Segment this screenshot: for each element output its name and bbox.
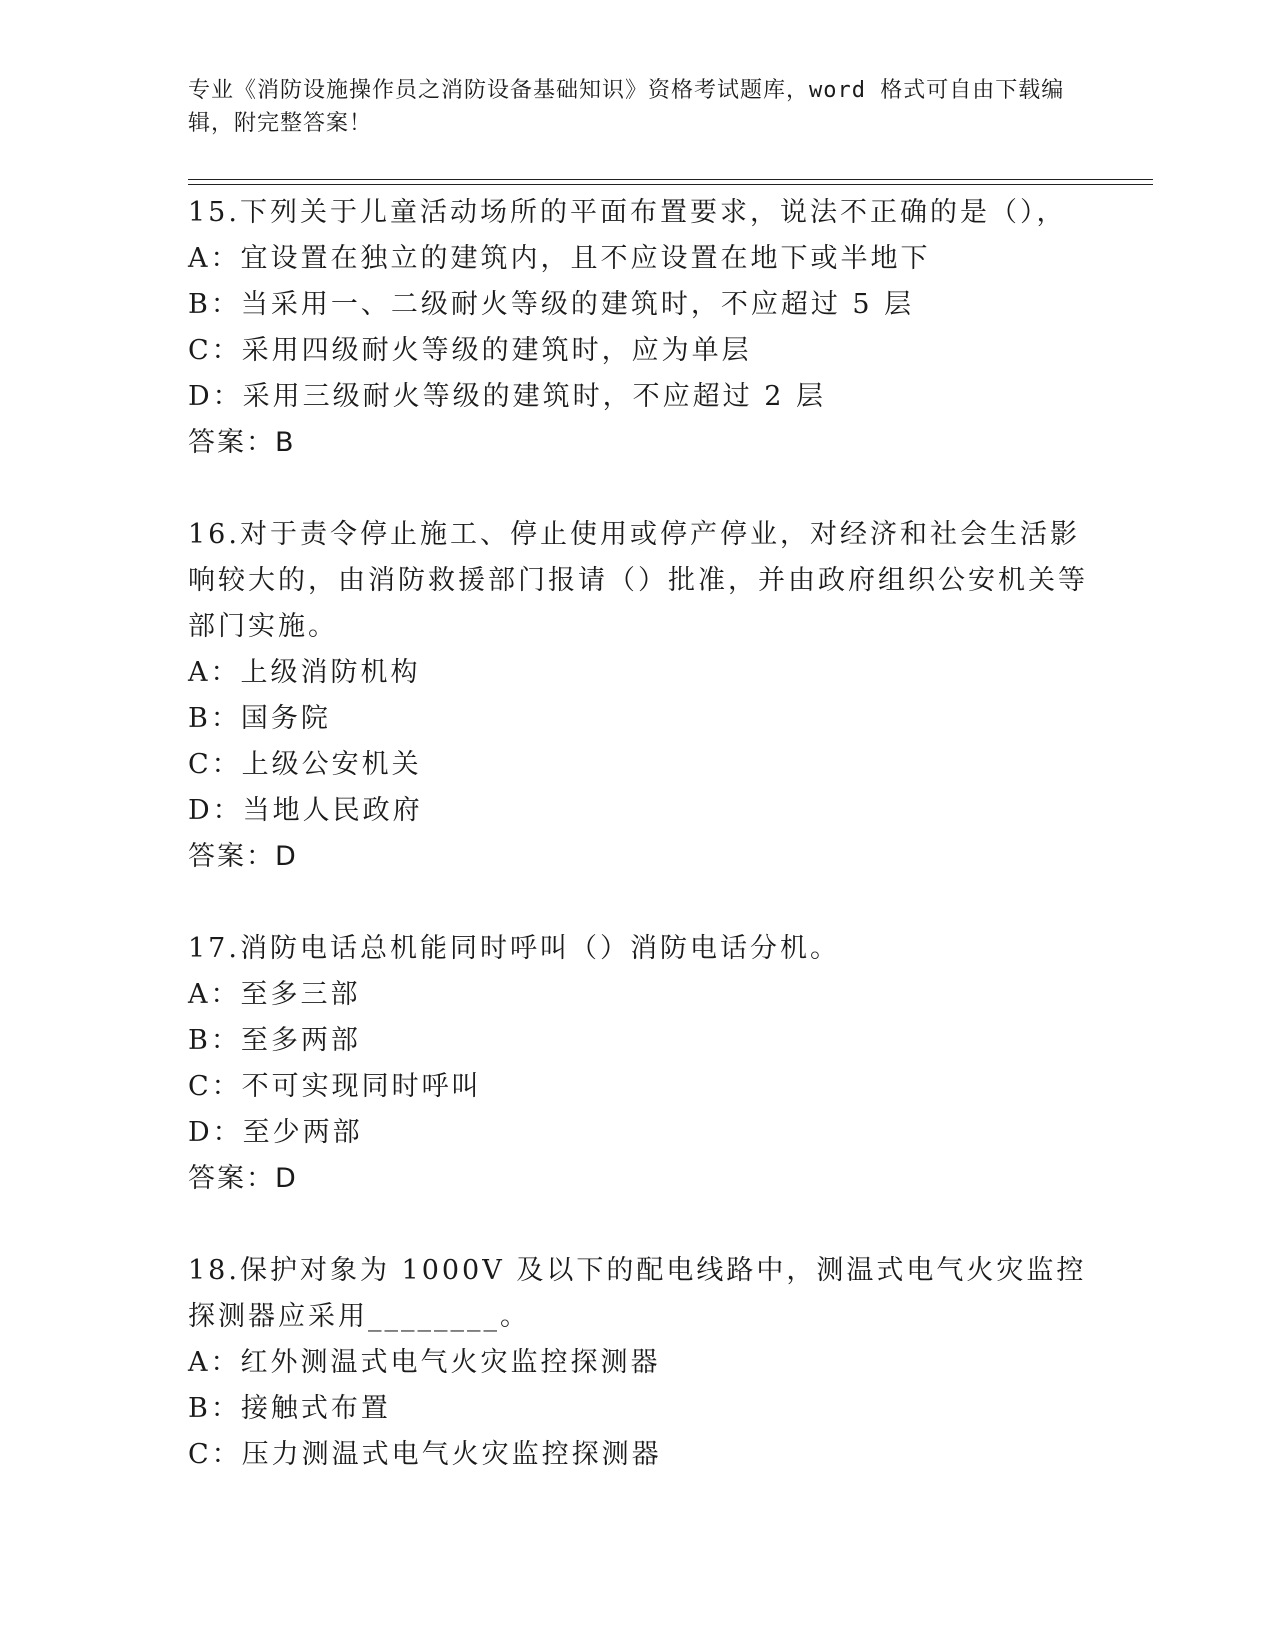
question-15 xyxy=(188,190,1088,466)
option-b: B：接触式布置 xyxy=(188,1393,391,1424)
question-18 xyxy=(188,1248,1088,1478)
option-a: A：宜设置在独立的建筑内，且不应设置在地下或半地下 xyxy=(188,243,931,274)
option-d: D：当地人民政府 xyxy=(188,795,423,826)
question-17 xyxy=(188,926,1088,1202)
option-a: A：上级消防机构 xyxy=(188,657,421,688)
option-a: A：红外测温式电气火灾监控探测器 xyxy=(188,1347,661,1378)
option-b: B：国务院 xyxy=(188,703,331,734)
question-stem: 16.对于责令停止施工、停止使用或停产停业，对经济和社会生活影响较大的，由消防救援部门报请（）批准，并由政府组织公安机关等部门实施。 xyxy=(188,519,1088,642)
option-c: C：不可实现同时呼叫 xyxy=(188,1071,482,1102)
answer-line: 答案：B xyxy=(188,427,296,458)
answer-line: 答案：D xyxy=(188,1163,298,1194)
header-divider-bottom xyxy=(188,184,1153,185)
question-16 xyxy=(188,512,1088,880)
question-stem: 17.消防电话总机能同时呼叫（）消防电话分机。 xyxy=(188,933,840,964)
document-intro: 专业《消防设施操作员之消防设备基础知识》资格考试题库，word 格式可自由下载编辑，附完整答案！ xyxy=(188,78,1065,136)
answer-line: 答案：D xyxy=(188,841,298,872)
question-spacer xyxy=(188,880,1088,926)
question-spacer xyxy=(188,1202,1088,1248)
option-c: C：采用四级耐火等级的建筑时，应为单层 xyxy=(188,335,752,366)
question-stem: 18.保护对象为 1000V 及以下的配电线路中，测温式电气火灾监控探测器应采用________。 xyxy=(188,1255,1087,1332)
option-c: C：上级公安机关 xyxy=(188,749,422,780)
option-c: C：压力测温式电气火灾监控探测器 xyxy=(188,1439,662,1470)
header-divider-top xyxy=(188,179,1153,180)
option-d: D：至少两部 xyxy=(188,1117,363,1148)
option-b: B：当采用一、二级耐火等级的建筑时，不应超过 5 层 xyxy=(188,289,915,320)
question-list xyxy=(188,190,1088,1478)
option-b: B：至多两部 xyxy=(188,1025,361,1056)
option-a: A：至多三部 xyxy=(188,979,361,1010)
question-stem: 15.下列关于儿童活动场所的平面布置要求，说法不正确的是（）， xyxy=(188,197,1067,228)
question-spacer xyxy=(188,466,1088,512)
option-d: D：采用三级耐火等级的建筑时，不应超过 2 层 xyxy=(188,381,826,412)
